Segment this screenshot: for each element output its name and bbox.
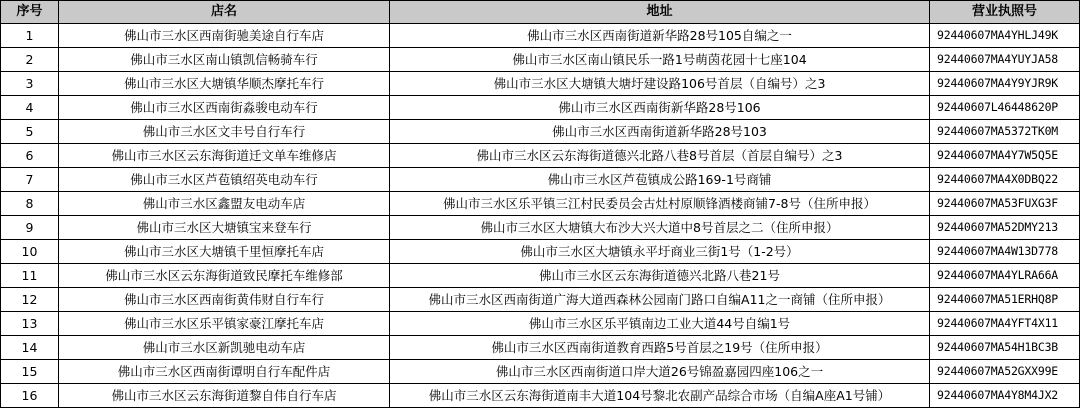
table-header [1,1,1080,24]
cell-address: 佛山市三水区云东海街道南丰大道104号黎北农副产品综合市场（自编A座A1号铺） [390,384,930,408]
cell-index: 7 [1,168,59,192]
cell-address: 佛山市三水区西南街新华路28号106 [390,96,930,120]
cell-address: 佛山市三水区云东海街道德兴北路八巷8号首层（首层自编号）之3 [390,144,930,168]
header-row [1,1,1080,24]
cell-address: 佛山市三水区乐平镇三江村民委员会古灶村原顺锋酒楼商铺7-8号（住所申报） [390,192,930,216]
cell-license-number: 92440607MA4Y8M4JX2 [930,384,1080,408]
cell-store-name: 佛山市三水区西南街谭明自行车配件店 [59,360,390,384]
cell-store-name: 佛山市三水区南山镇凯信畅骑车行 [59,48,390,72]
cell-index: 1 [1,24,59,48]
cell-index: 8 [1,192,59,216]
cell-index: 3 [1,72,59,96]
cell-store-name: 佛山市三水区云东海街道迁文单车维修店 [59,144,390,168]
cell-store-name: 佛山市三水区大塘镇华顺杰摩托车行 [59,72,390,96]
cell-index: 2 [1,48,59,72]
cell-index: 10 [1,240,59,264]
table-row [1,288,1080,312]
cell-address: 佛山市三水区大塘镇永平圩商业三街1号（1-2号） [390,240,930,264]
table-row [1,216,1080,240]
cell-license-number: 92440607MA4YFT4X11 [930,312,1080,336]
table-row [1,72,1080,96]
table-row [1,24,1080,48]
cell-address: 佛山市三水区乐平镇南边工业大道44号自编1号 [390,312,930,336]
cell-store-name: 佛山市三水区云东海街道致民摩托车维修部 [59,264,390,288]
cell-address: 佛山市三水区西南街道新华路28号105自编之一 [390,24,930,48]
cell-license-number: 92440607L46448620P [930,96,1080,120]
cell-address: 佛山市三水区大塘镇大布沙大兴大道中8号首层之二（住所申报） [390,216,930,240]
cell-address: 佛山市三水区西南街道口岸大道26号锦盈嘉园四座106之一 [390,360,930,384]
table-row [1,192,1080,216]
cell-license-number: 92440607MA4YHLJ49K [930,24,1080,48]
table-row [1,312,1080,336]
cell-license-number: 92440607MA4YLRA66A [930,264,1080,288]
table-row [1,360,1080,384]
cell-address: 佛山市三水区南山镇民乐一路1号萌茵花园十七座104 [390,48,930,72]
cell-store-name: 佛山市三水区西南街驰美途自行车店 [59,24,390,48]
cell-address: 佛山市三水区西南街道教育西路5号首层之19号（住所申报） [390,336,930,360]
cell-store-name: 佛山市三水区云东海街道黎自伟自行车店 [59,384,390,408]
cell-store-name: 佛山市三水区鑫盟友电动车店 [59,192,390,216]
header-address: 地址 [390,1,930,24]
table-row [1,96,1080,120]
cell-index: 16 [1,384,59,408]
cell-license-number: 92440607MA4W13D778 [930,240,1080,264]
cell-store-name: 佛山市三水区乐平镇家豪江摩托车店 [59,312,390,336]
cell-license-number: 92440607MA4YUYJA58 [930,48,1080,72]
cell-index: 13 [1,312,59,336]
cell-license-number: 92440607MA5372TK0M [930,120,1080,144]
cell-index: 15 [1,360,59,384]
table-row [1,144,1080,168]
cell-address: 佛山市三水区芦苞镇成公路169-1号商铺 [390,168,930,192]
cell-store-name: 佛山市三水区西南街黄伟财自行车行 [59,288,390,312]
header-name: 店名 [59,1,390,24]
cell-address: 佛山市三水区西南街道新华路28号103 [390,120,930,144]
cell-index: 12 [1,288,59,312]
header-index: 序号 [1,1,59,24]
cell-index: 11 [1,264,59,288]
cell-index: 6 [1,144,59,168]
cell-license-number: 92440607MA4X0DBQ22 [930,168,1080,192]
cell-license-number: 92440607MA51ERHQ8P [930,288,1080,312]
cell-license-number: 92440607MA53FUXG3F [930,192,1080,216]
cell-license-number: 92440607MA52DMY213 [930,216,1080,240]
cell-license-number: 92440607MA52GXX99E [930,360,1080,384]
cell-license-number: 92440607MA54H1BC3B [930,336,1080,360]
table-body [1,24,1080,408]
table-row [1,240,1080,264]
header-license: 营业执照号 [930,1,1080,24]
cell-index: 14 [1,336,59,360]
cell-address: 佛山市三水区云东海街道德兴北路八巷21号 [390,264,930,288]
cell-index: 5 [1,120,59,144]
cell-index: 9 [1,216,59,240]
table-row [1,168,1080,192]
cell-store-name: 佛山市三水区芦苞镇绍英电动车行 [59,168,390,192]
cell-address: 佛山市三水区西南街道广海大道西森林公园南门路口自编A11之一商铺（住所申报） [390,288,930,312]
table-row [1,384,1080,408]
table-row [1,48,1080,72]
cell-address: 佛山市三水区大塘镇大塘圩建设路106号首层（自编号）之3 [390,72,930,96]
cell-store-name: 佛山市三水区大塘镇宝来登车行 [59,216,390,240]
cell-index: 4 [1,96,59,120]
cell-store-name: 佛山市三水区新凯驰电动车店 [59,336,390,360]
cell-license-number: 92440607MA4Y9YJR9K [930,72,1080,96]
cell-store-name: 佛山市三水区西南街淼骏电动车行 [59,96,390,120]
table-row [1,264,1080,288]
cell-license-number: 92440607MA4Y7W5Q5E [930,144,1080,168]
table-row [1,120,1080,144]
cell-store-name: 佛山市三水区大塘镇千里恒摩托车店 [59,240,390,264]
cell-store-name: 佛山市三水区文丰号自行车行 [59,120,390,144]
table-row [1,336,1080,360]
